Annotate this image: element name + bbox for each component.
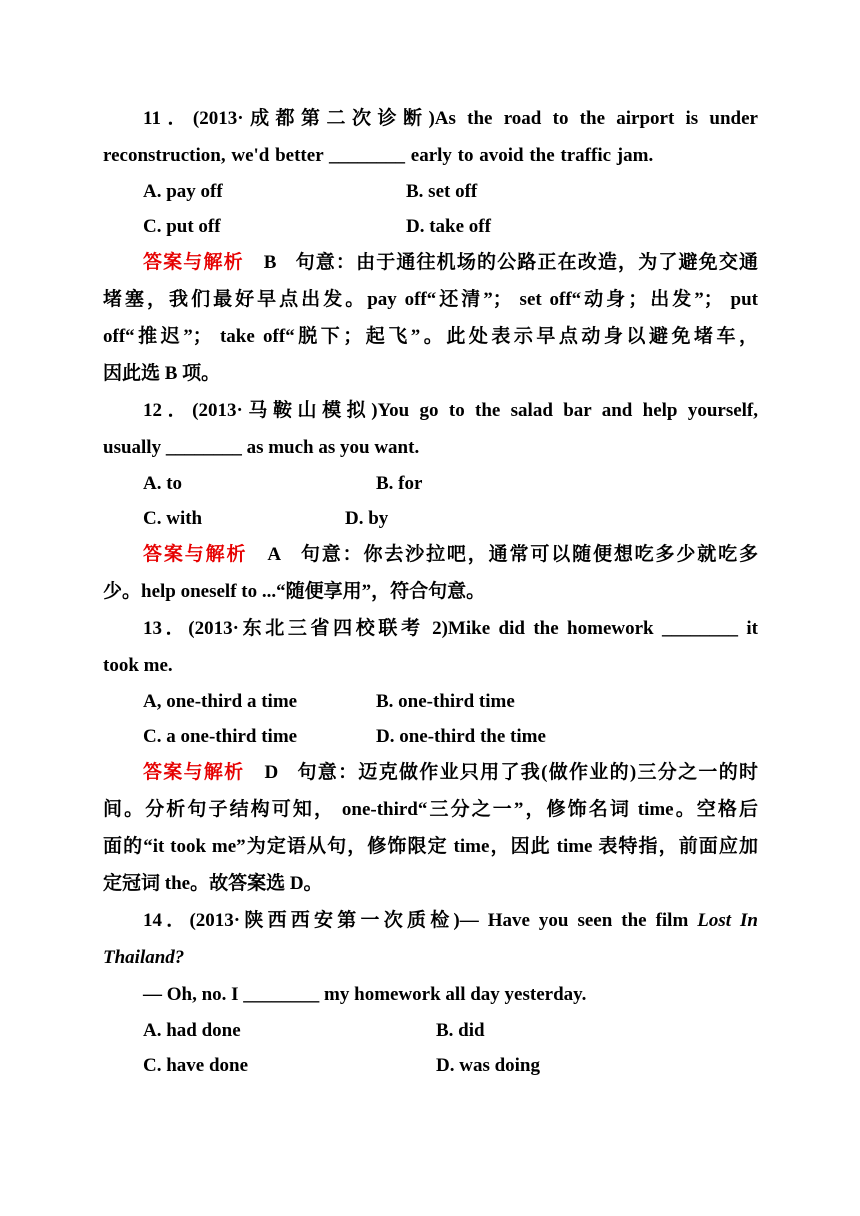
question-stem: 13．(2013·东北三省四校联考 2)Mike did the homework ________ it — [143, 618, 758, 639]
explanation-text: 少。help oneself to ...“随便享用”，符合句意。 — [103, 581, 486, 602]
explanation-text: off“推迟”； take off“脱下；起飞”。此处表示早点动身以避免堵车， — [103, 326, 758, 347]
question-stem: 12．(2013·马鞍山模拟)You go to the salad bar and help yourself, — [143, 400, 758, 421]
question-stem-cont: took me. — [103, 655, 173, 676]
answer-key: A — [267, 544, 282, 565]
answer-line — [103, 754, 758, 791]
answer-label: 答案与解析 — [143, 544, 248, 565]
film-title: Lost In — [697, 910, 759, 931]
answer-key: B — [263, 252, 277, 273]
answer-key: D — [264, 762, 279, 783]
option-b: B. did — [436, 1020, 485, 1041]
option-d: D. by — [345, 508, 389, 529]
option-c: C. with — [143, 508, 203, 529]
question-stem-text: 14．(2013·陕西西安第一次质检)— Have you seen the film — [143, 910, 698, 931]
option-b: B. set off — [406, 181, 478, 202]
options-row — [103, 1013, 758, 1048]
option-c: C. put off — [143, 216, 221, 237]
explanation-text: 面的“it took me”为定语从句，修饰限定 time，因此 time 表特指，前面应加 — [103, 836, 758, 857]
option-c: C. have done — [143, 1055, 249, 1076]
explanation-text: 句意：你去沙拉吧，通常可以随便想吃多少就吃多 — [299, 544, 758, 565]
option-d: D. was doing — [436, 1055, 540, 1076]
question-12 — [103, 392, 758, 610]
options-row — [103, 684, 758, 719]
option-d: D. take off — [406, 216, 491, 237]
question-stem-cont: reconstruction, we'd better ________ early to avoid the traffic jam. — [103, 145, 654, 166]
explanation-text: 间。分析句子结构可知， one-third“三分之一”，修饰名词 time。空格后 — [103, 799, 758, 820]
option-b: B. for — [376, 473, 423, 494]
dialogue-reply: — Oh, no. I ________ my homework all day yesterday. — [143, 984, 587, 1005]
option-c: C. a one-third time — [143, 726, 298, 747]
explanation-text: 句意：迈克做作业只用了我(做作业的)三分之一的时 — [296, 762, 758, 783]
option-a: A. pay off — [143, 181, 223, 202]
option-b: B. one-third time — [376, 691, 515, 712]
answer-label: 答案与解析 — [143, 252, 244, 273]
question-13 — [103, 610, 758, 902]
question-stem — [103, 902, 758, 939]
question-stem: 11．(2013·成都第二次诊断)As the road to the airport is under — [143, 108, 758, 129]
options-row — [103, 1048, 758, 1083]
explanation-text: 定冠词 the。故答案选 D。 — [103, 873, 323, 894]
option-a: A. had done — [143, 1020, 241, 1041]
options-row — [103, 174, 758, 209]
options-row — [103, 209, 758, 244]
question-stem-cont — [103, 939, 758, 976]
document-page — [103, 100, 758, 1083]
options-row — [103, 466, 758, 501]
options-row — [103, 501, 758, 536]
option-a: A. to — [143, 473, 183, 494]
answer-label: 答案与解析 — [143, 762, 245, 783]
explanation-text: 堵塞，我们最好早点出发。pay off“还清”； set off“动身；出发”； put — [103, 289, 758, 310]
film-title-cont: Thailand? — [103, 947, 185, 968]
answer-line — [103, 536, 758, 573]
option-a: A, one-third a time — [143, 691, 298, 712]
explanation-text: 因此选 B 项。 — [103, 363, 221, 384]
question-14 — [103, 902, 758, 1083]
explanation-text: 句意：由于通往机场的公路正在改造，为了避免交通 — [294, 252, 758, 273]
option-d: D. one-third the time — [376, 726, 546, 747]
question-11 — [103, 100, 758, 392]
options-row — [103, 719, 758, 754]
answer-line — [103, 244, 758, 281]
question-stem-cont: usually ________ as much as you want. — [103, 437, 420, 458]
